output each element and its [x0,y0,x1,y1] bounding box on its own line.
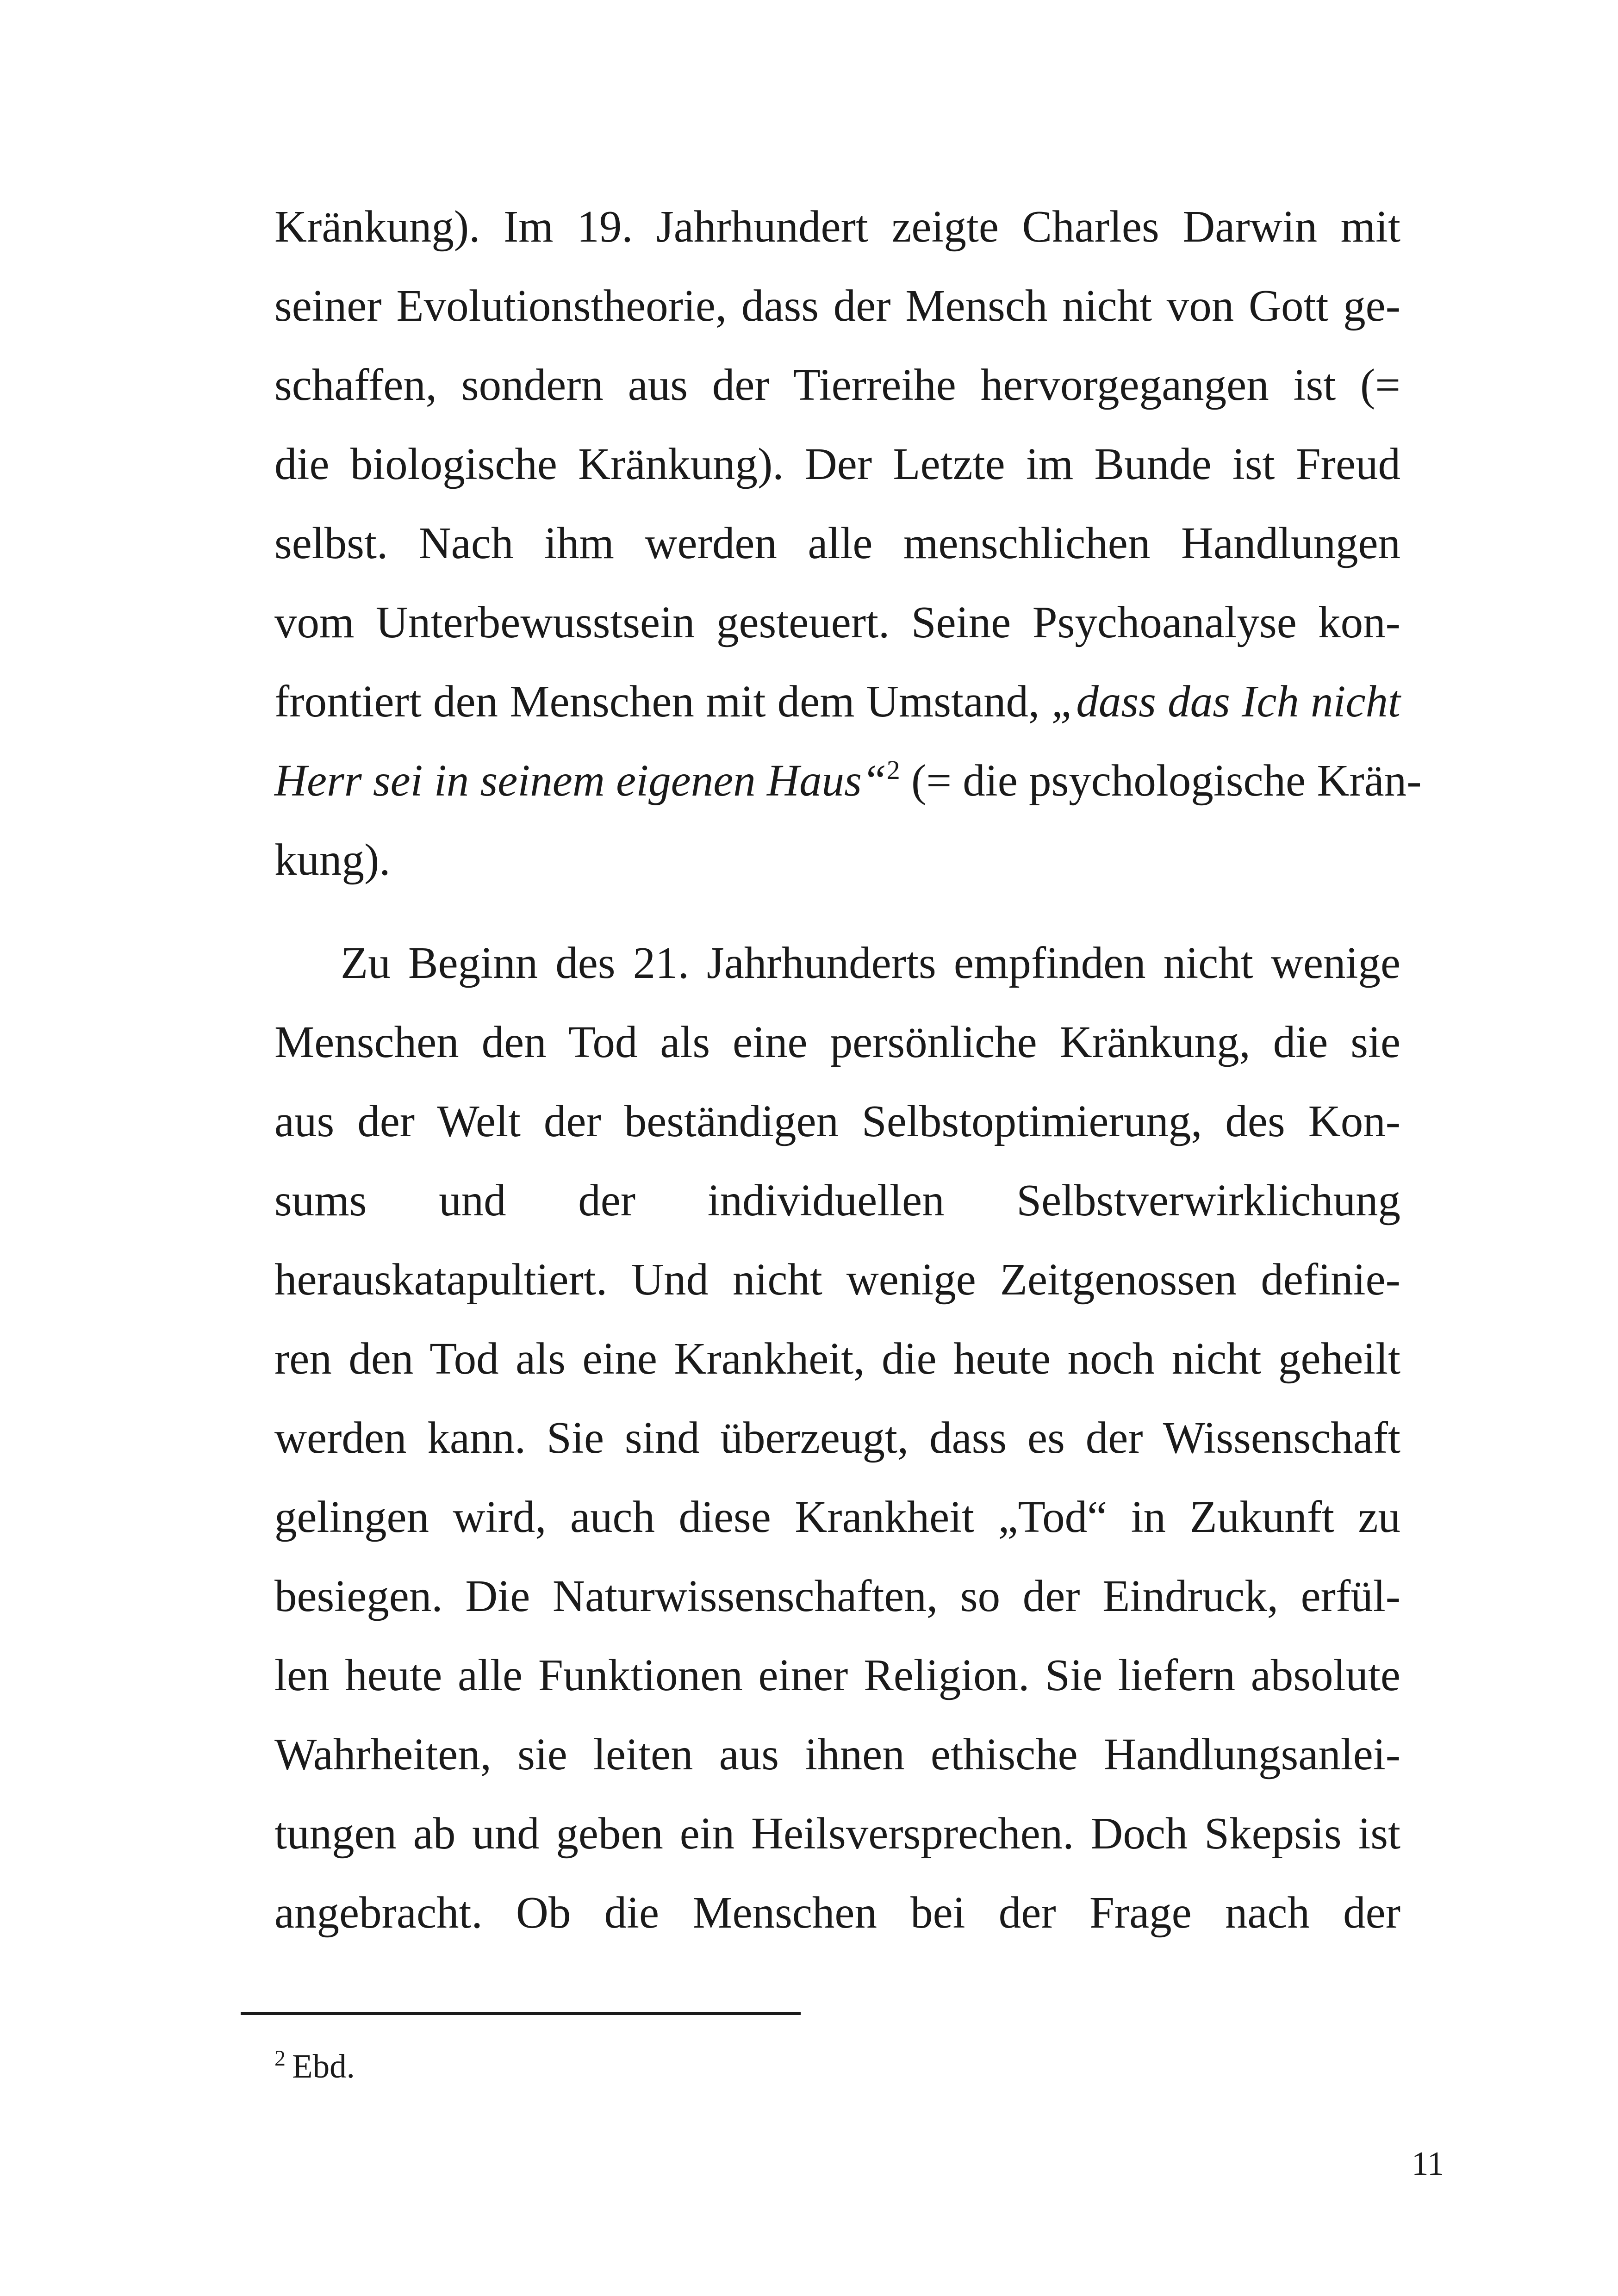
footnote-reference: 2 [886,755,900,785]
line-8-text: (= die psychologische Krän- [900,756,1422,805]
paragraph-2-line-2: Menschen den Tod als eine persönliche Kränkung, die sie [274,1017,1400,1067]
paragraph-2-line-6: ren den Tod als eine Krankheit, die heute noch nicht geheilt [274,1334,1400,1383]
line-7-text: frontiert den Menschen mit dem Umstand, [274,677,1052,726]
body-line-9: kung). [274,835,391,884]
paragraph-2-line-10: len heute alle Funktionen einer Religion. Sie liefern absolute [274,1650,1400,1700]
paragraph-2-line-1: Zu Beginn des 21. Jahrhunderts empfinden nicht wenige [341,938,1400,988]
body-line-5: selbst. Nach ihm werden alle menschlichen Handlungen [274,518,1400,568]
footnote-separator [241,2012,801,2015]
paragraph-2-line-5: herauskatapultiert. Und nicht wenige Zeitgenossen definie- [274,1255,1400,1304]
footnote-mark: 2 [274,2046,286,2071]
paragraph-2-line-3: aus der Welt der beständigen Selbstoptimierung, des Kon- [274,1096,1400,1146]
paragraph-2-line-11: Wahrheiten, sie leiten aus ihnen ethische Handlungsanlei- [274,1730,1400,1779]
body-line-3: schaffen, sondern aus der Tierreihe hervorgegangen ist (= [274,360,1400,410]
body-line-7 [274,672,1400,732]
paragraph-2-line-13: angebracht. Ob die Menschen bei der Frage nach der [274,1888,1400,1937]
paragraph-2-line-12: tungen ab und geben ein Heilsversprechen. Doch Skepsis ist [274,1809,1400,1858]
quote-start: „dass das Ich nicht [1051,677,1401,726]
page-number: 11 [1412,2145,1444,2182]
body-line-8 [274,751,1422,811]
body-line-6: vom Unterbewusstsein gesteuert. Seine Psychoanalyse kon- [274,597,1400,647]
paragraph-2-line-8: gelingen wird, auch diese Krankheit „Tod“ in Zukunft zu [274,1492,1400,1542]
footnote-text: Ebd. [292,2047,355,2085]
paragraph-2-line-9: besiegen. Die Naturwissenschaften, so der Eindruck, erfül- [274,1571,1400,1621]
body-line-2: seiner Evolutionstheorie, dass der Mensch nicht von Gott ge- [274,281,1400,330]
body-line-1: Kränkung). Im 19. Jahrhundert zeigte Charles Darwin mit [274,202,1400,251]
footnote [274,2043,355,2090]
quote-end: Herr sei in seinem eigenen Haus“ [274,756,887,805]
paragraph-2-line-4: sums und der individuellen Selbstverwirklichung [274,1176,1400,1225]
paragraph-2-line-7: werden kann. Sie sind überzeugt, dass es der Wissenschaft [274,1413,1400,1462]
body-line-4: die biologische Kränkung). Der Letzte im Bunde ist Freud [274,439,1400,489]
